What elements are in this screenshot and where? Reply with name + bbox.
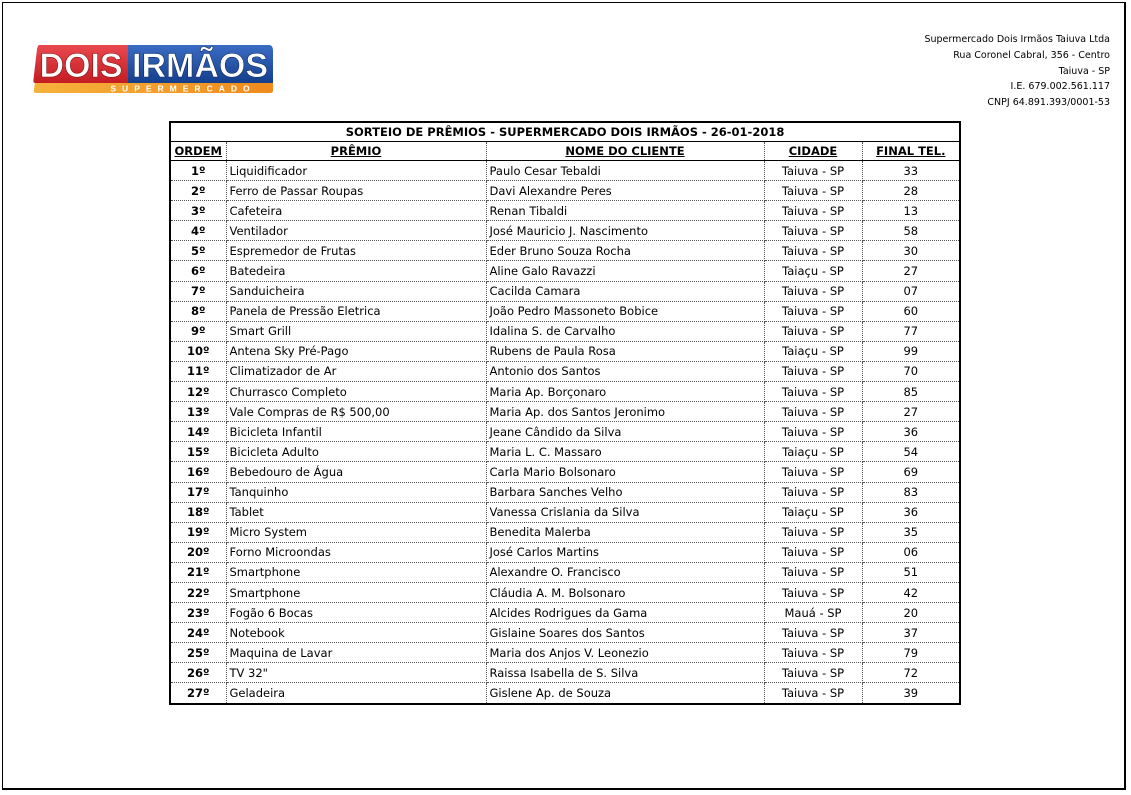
header-ordem: ORDEM <box>170 142 226 161</box>
cell-ordem: 10º <box>170 341 226 361</box>
cell-ordem: 19º <box>170 522 226 542</box>
logo-text-dois: DOIS <box>39 47 123 85</box>
cell-cidade: Taiuva - SP <box>764 582 862 602</box>
cell-final-tel: 36 <box>862 422 960 442</box>
cell-final-tel: 77 <box>862 321 960 341</box>
cell-premio: Bebedouro de Água <box>226 462 486 482</box>
cell-cidade: Taiaçu - SP <box>764 502 862 522</box>
company-info <box>924 32 1110 111</box>
company-city: Taiuva - SP <box>1058 65 1110 77</box>
cell-cidade: Mauá - SP <box>764 603 862 623</box>
cell-final-tel: 72 <box>862 663 960 683</box>
cell-cliente: Jeane Cândido da Silva <box>486 422 764 442</box>
cell-cliente: Cláudia A. M. Bolsonaro <box>486 582 764 602</box>
cell-final-tel: 39 <box>903 685 919 700</box>
cell-cidade: Taiuva - SP <box>764 643 862 663</box>
cell-final-tel: 69 <box>862 462 960 482</box>
cell-ordem: 22º <box>170 582 226 602</box>
table-row <box>170 643 960 663</box>
table-row <box>170 482 960 502</box>
logo-text-irmaos: IRMÃOS <box>132 47 268 85</box>
company-cnpj: CNPJ 64.891.393/0001-53 <box>987 97 1110 109</box>
cell-premio: Liquidificador <box>226 161 486 181</box>
table-row <box>170 542 960 562</box>
company-ie: I.E. 679.002.561.117 <box>1010 81 1110 93</box>
cell-ordem: 23º <box>170 603 226 623</box>
cell-ordem: 12º <box>170 382 226 402</box>
cell-final-tel: 27 <box>862 261 960 281</box>
cell-cidade: Taiuva - SP <box>764 422 862 442</box>
cell-final-tel: 33 <box>862 161 960 181</box>
cell-premio: Bicicleta Adulto <box>226 442 486 462</box>
cell-cidade: Taiuva - SP <box>764 402 862 422</box>
cell-premio: TV 32" <box>226 663 486 683</box>
cell-cidade: Taiuva - SP <box>764 301 862 321</box>
cell-premio: Fogão 6 Bocas <box>226 603 486 623</box>
cell-premio: Ventilador <box>226 221 486 241</box>
table-row <box>170 261 960 281</box>
cell-ordem: 3º <box>170 201 226 221</box>
table-row <box>170 422 960 442</box>
cell-premio: Panela de Pressão Eletrica <box>226 301 486 321</box>
table-row <box>170 502 960 522</box>
cell-cliente: José Mauricio J. Nascimento <box>486 221 764 241</box>
cell-premio: Ferro de Passar Roupas <box>226 181 486 201</box>
cell-cidade: Taiuva - SP <box>764 361 862 381</box>
cell-premio: Smart Grill <box>226 321 486 341</box>
cell-cidade: Taiuva - SP <box>764 522 862 542</box>
cell-ordem: 13º <box>170 402 226 422</box>
cell-cliente: Maria Ap. Borçonaro <box>486 382 764 402</box>
cell-ordem: 14º <box>170 422 226 442</box>
cell-ordem: 7º <box>170 281 226 301</box>
cell-premio: Antena Sky Pré-Pago <box>226 341 486 361</box>
cell-ordem: 24º <box>170 623 226 643</box>
table-row <box>170 442 960 462</box>
cell-final-tel: 06 <box>862 542 960 562</box>
cell-cliente: Eder Bruno Souza Rocha <box>486 241 764 261</box>
cell-cidade: Taiuva - SP <box>764 281 862 301</box>
cell-ordem: 21º <box>170 562 226 582</box>
cell-final-tel: 27 <box>862 402 960 422</box>
cell-final-tel: 30 <box>862 241 960 261</box>
cell-cidade: Taiuva - SP <box>764 181 862 201</box>
cell-cidade: Taiuva - SP <box>764 482 862 502</box>
table-row <box>170 382 960 402</box>
table-row <box>170 201 960 221</box>
cell-cidade: Taiuva - SP <box>764 241 862 261</box>
company-address: Rua Coronel Cabral, 356 - Centro <box>953 49 1110 61</box>
cell-cidade: Taiuva - SP <box>764 663 862 683</box>
cell-cliente: Aline Galo Ravazzi <box>486 261 764 281</box>
cell-cidade: Taiaçu - SP <box>764 261 862 281</box>
cell-ordem: 6º <box>170 261 226 281</box>
cell-final-tel: 28 <box>862 181 960 201</box>
table-row <box>170 522 960 542</box>
table-row <box>170 181 960 201</box>
cell-premio: Cafeteira <box>226 201 486 221</box>
table-row <box>170 341 960 361</box>
cell-cliente: Raissa Isabella de S. Silva <box>486 663 764 683</box>
cell-cliente: João Pedro Massoneto Bobice <box>486 301 764 321</box>
header-cidade: CIDADE <box>764 142 862 161</box>
cell-premio: Geladeira <box>226 683 486 704</box>
cell-cidade: Taiuva - SP <box>764 462 862 482</box>
cell-final-tel: 35 <box>862 522 960 542</box>
cell-final-tel: 20 <box>862 603 960 623</box>
cell-premio: Smartphone <box>226 582 486 602</box>
cell-cliente: Benedita Malerba <box>486 522 764 542</box>
header-cliente: NOME DO CLIENTE <box>486 142 764 161</box>
cell-final-tel: 51 <box>862 562 960 582</box>
cell-cliente: Paulo Cesar Tebaldi <box>486 161 764 181</box>
cell-cliente: Antonio dos Santos <box>486 361 764 381</box>
cell-cidade: Taiaçu - SP <box>764 442 862 462</box>
cell-cliente: Vanessa Crislania da Silva <box>486 502 764 522</box>
cell-cliente: Rubens de Paula Rosa <box>486 341 764 361</box>
cell-cliente: Barbara Sanches Velho <box>486 482 764 502</box>
cell-final-tel: 58 <box>862 221 960 241</box>
header-tel: FINAL TEL. <box>862 142 960 161</box>
cell-premio: Churrasco Completo <box>226 382 486 402</box>
cell-ordem: 18º <box>170 502 226 522</box>
cell-final-tel: 60 <box>862 301 960 321</box>
header-premio: PRÊMIO <box>226 142 486 161</box>
table-row <box>170 301 960 321</box>
company-name: Supermercado Dois Irmãos Taiuva Ltda <box>924 34 1110 45</box>
table-row <box>170 281 960 301</box>
cell-final-tel: 07 <box>862 281 960 301</box>
cell-ordem: 1º <box>170 161 226 181</box>
cell-premio: Forno Microondas <box>226 542 486 562</box>
cell-cidade: Taiaçu - SP <box>764 341 862 361</box>
logo-tagline: SUPERMERCADO <box>110 83 256 94</box>
cell-ordem: 9º <box>170 321 226 341</box>
cell-premio: Tanquinho <box>226 482 486 502</box>
table-row <box>170 683 960 704</box>
table-title: SORTEIO DE PRÊMIOS - SUPERMERCADO DOIS IRMÃOS - 26-01-2018 <box>170 122 960 142</box>
cell-premio: Smartphone <box>226 562 486 582</box>
cell-premio: Notebook <box>226 623 486 643</box>
cell-final-tel: 42 <box>862 582 960 602</box>
cell-ordem: 26º <box>170 663 226 683</box>
cell-cidade: Taiuva - SP <box>764 221 862 241</box>
cell-ordem: 15º <box>170 442 226 462</box>
cell-final-tel: 83 <box>862 482 960 502</box>
table-row <box>170 361 960 381</box>
cell-cidade: Taiuva - SP <box>764 623 862 643</box>
cell-ordem: 4º <box>170 221 226 241</box>
cell-final-tel: 70 <box>862 361 960 381</box>
cell-final-tel: 85 <box>862 382 960 402</box>
cell-final-tel: 54 <box>862 442 960 462</box>
cell-ordem: 8º <box>170 301 226 321</box>
dois-irmaos-logo <box>33 43 274 94</box>
header-row <box>170 142 960 161</box>
table-row <box>170 402 960 422</box>
cell-ordem: 5º <box>170 241 226 261</box>
cell-final-tel: 13 <box>862 201 960 221</box>
cell-premio: Vale Compras de R$ 500,00 <box>226 402 486 422</box>
cell-premio: Espremedor de Frutas <box>226 241 486 261</box>
cell-cliente: Maria L. C. Massaro <box>486 442 764 462</box>
cell-ordem: 25º <box>170 643 226 663</box>
cell-cidade: Taiuva - SP <box>764 382 862 402</box>
cell-cliente: Davi Alexandre Peres <box>486 181 764 201</box>
table-row <box>170 623 960 643</box>
cell-premio: Bicicleta Infantil <box>226 422 486 442</box>
cell-cliente: Gislaine Soares dos Santos <box>486 623 764 643</box>
cell-ordem: 16º <box>170 462 226 482</box>
cell-cliente: Renan Tibaldi <box>486 201 764 221</box>
cell-cliente: Alcides Rodrigues da Gama <box>486 603 764 623</box>
table-row <box>170 241 960 261</box>
table-row <box>170 582 960 602</box>
cell-premio: Maquina de Lavar <box>226 643 486 663</box>
cell-cliente: Idalina S. de Carvalho <box>486 321 764 341</box>
table-row <box>170 221 960 241</box>
table-row <box>170 161 960 181</box>
cell-premio: Micro System <box>226 522 486 542</box>
table-row <box>170 663 960 683</box>
cell-cliente: Alexandre O. Francisco <box>486 562 764 582</box>
table-row <box>170 462 960 482</box>
cell-cliente: Maria dos Anjos V. Leonezio <box>486 643 764 663</box>
table-row <box>170 603 960 623</box>
cell-cliente: Cacilda Camara <box>486 281 764 301</box>
cell-ordem: 11º <box>170 361 226 381</box>
cell-cliente: Maria Ap. dos Santos Jeronimo <box>486 402 764 422</box>
cell-cidade: Taiuva - SP <box>764 562 862 582</box>
cell-ordem: 20º <box>170 542 226 562</box>
cell-final-tel: 37 <box>862 623 960 643</box>
cell-cliente: José Carlos Martins <box>486 542 764 562</box>
cell-premio: Sanduicheira <box>226 281 486 301</box>
table-row <box>170 562 960 582</box>
cell-premio: Tablet <box>226 502 486 522</box>
cell-ordem: 17º <box>170 482 226 502</box>
table-row <box>170 321 960 341</box>
cell-premio: Batedeira <box>226 261 486 281</box>
cell-cidade: Taiuva - SP <box>764 321 862 341</box>
cell-cidade: Taiuva - SP <box>764 542 862 562</box>
cell-final-tel: 79 <box>862 643 960 663</box>
cell-cidade: Taiuva - SP <box>764 201 862 221</box>
cell-cliente: Gislene Ap. de Souza <box>486 683 764 704</box>
cell-cliente: Carla Mario Bolsonaro <box>486 462 764 482</box>
cell-ordem: 27º <box>170 683 226 704</box>
cell-ordem: 2º <box>170 181 226 201</box>
cell-cidade: Taiuva - SP <box>764 161 862 181</box>
cell-final-tel: 99 <box>862 341 960 361</box>
prize-draw-table <box>169 121 961 705</box>
cell-premio: Climatizador de Ar <box>226 361 486 381</box>
cell-final-tel: 36 <box>862 502 960 522</box>
cell-cidade: Taiuva - SP <box>764 683 862 704</box>
